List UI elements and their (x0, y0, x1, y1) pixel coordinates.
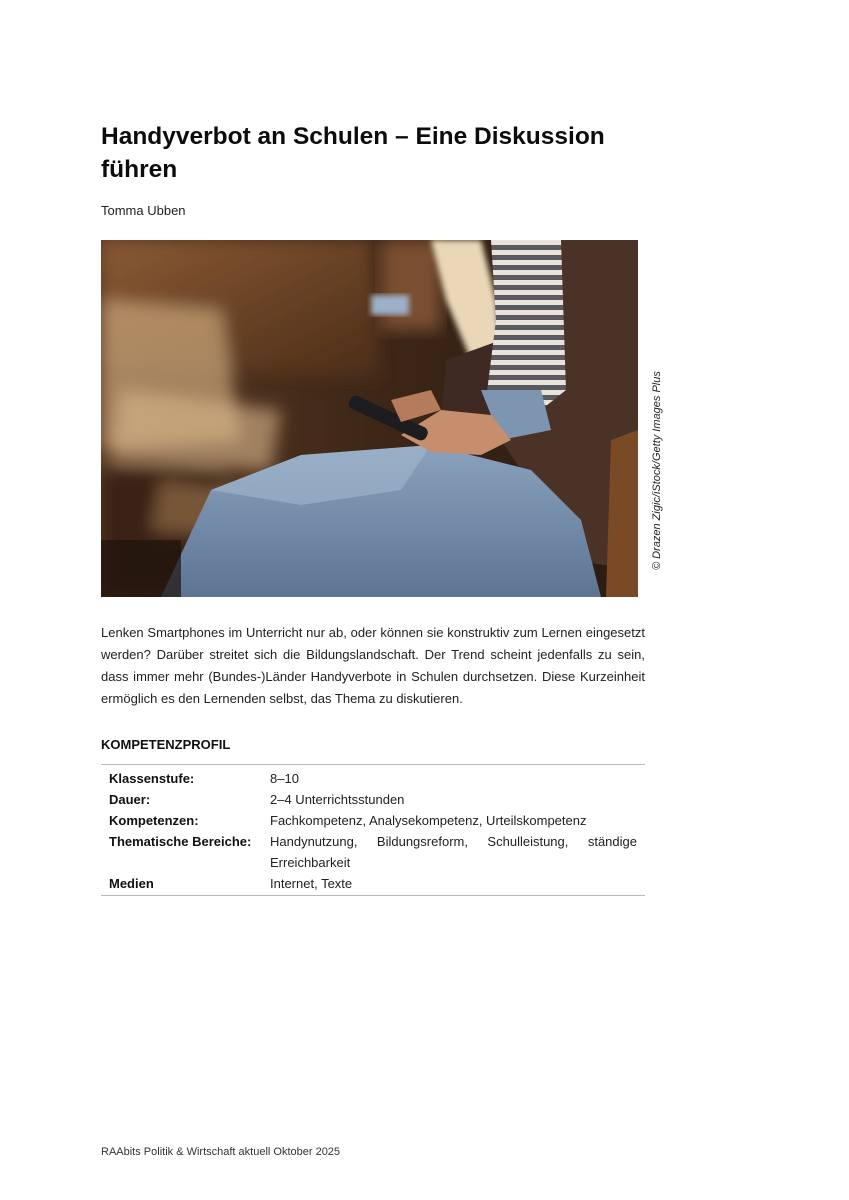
kompetenzprofil-heading: KOMPETENZPROFIL (101, 737, 231, 752)
table-row (101, 789, 645, 810)
row-value: Handynutzung, Bildungsreform, Schulleistung, ständige Erreichbarkeit (270, 834, 637, 870)
row-label: Klassenstufe: (109, 771, 195, 786)
intro-paragraph: Lenken Smartphones im Unterricht nur ab, oder können sie konstruktiv zum Lernen eingesetzt werden? Darüber streitet sich die Bildungslandschaft. Der Trend scheint jedenfalls zu sein, dass immer mehr (Bundes-)Länder Handyverbote in Schulen durchsetzen. Diese Kurzeinheit ermöglich es den Lernenden selbst, das Thema zu diskutieren. (101, 625, 645, 706)
document-title: Handyverbot an Schulen – Eine Diskussion führen (101, 123, 605, 183)
row-label: Dauer: (109, 792, 151, 807)
table-row (101, 765, 645, 790)
row-value: Internet, Texte (270, 876, 353, 891)
row-value: 8–10 (270, 771, 299, 786)
cover-photo (101, 240, 638, 597)
table-row (101, 810, 645, 831)
row-label: Medien (109, 876, 154, 891)
table-row (101, 831, 645, 873)
table-row (101, 873, 645, 896)
author-name: Tomma Ubben (101, 203, 186, 218)
image-credit: © Drazen Zigic/iStock/Getty Images Plus (651, 371, 663, 570)
kompetenzprofil-table (101, 764, 645, 896)
row-label: Kompetenzen: (109, 813, 199, 828)
row-label: Thematische Bereiche: (109, 834, 252, 849)
row-value: 2–4 Unterrichtsstunden (270, 792, 405, 807)
page-footer: RAAbits Politik & Wirtschaft aktuell Oktober 2025 (101, 1146, 341, 1158)
row-value: Fachkompetenz, Analysekompetenz, Urteilskompetenz (270, 813, 587, 828)
